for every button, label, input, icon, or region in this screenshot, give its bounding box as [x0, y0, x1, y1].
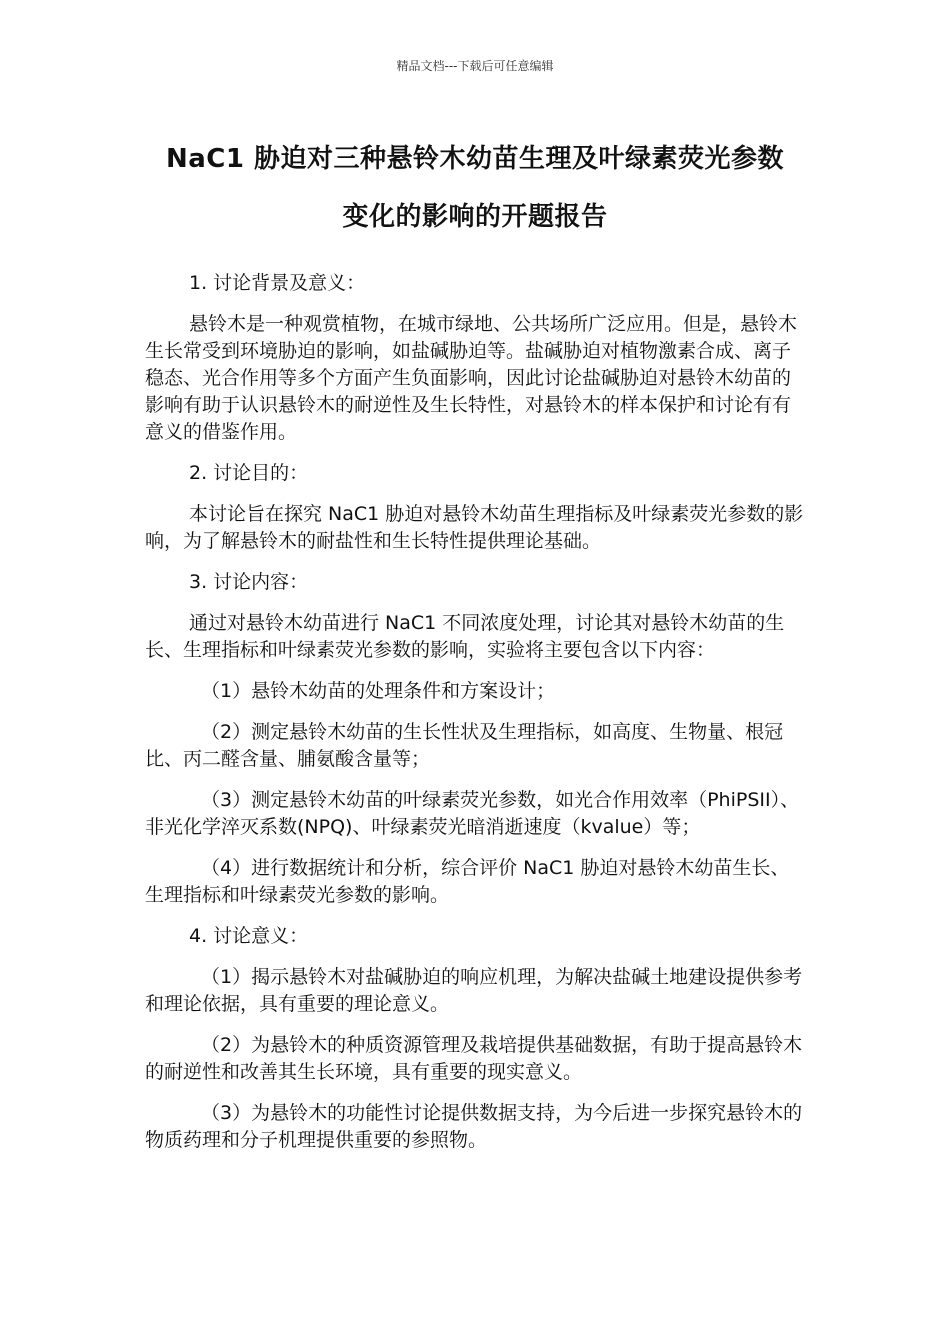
list-item: （2）为悬铃木的种质资源管理及栽培提供基础数据，有助于提高悬铃木的耐逆性和改善其生长环境，具有重要的现实意义。 [145, 1034, 803, 1083]
list-item: （1）揭示悬铃木对盐碱胁迫的响应机理，为解决盐碱土地建设提供参考和理论依据，具有重要的理论意义。 [145, 966, 803, 1015]
paragraph: 本讨论旨在探究 NaC1 胁迫对悬铃木幼苗生理指标及叶绿素荧光参数的影响，为了解悬铃木的耐盐性和生长特性提供理论基础。 [145, 503, 804, 552]
list-item: （3）为悬铃木的功能性讨论提供数据支持，为今后进一步探究悬铃木的物质药理和分子机理提供重要的参照物。 [145, 1102, 803, 1151]
title-line-2: 变化的影响的开题报告 [342, 202, 608, 232]
page-header: 精品文档---下载后可任意编辑 [396, 59, 554, 73]
title-line-1: NaC1 胁迫对三种悬铃木幼苗生理及叶绿素荧光参数 [165, 144, 785, 174]
list-item: （2）测定悬铃木幼苗的生长性状及生理指标，如高度、生物量、根冠比、丙二醛含量、脯氨酸含量等； [145, 721, 784, 770]
section-heading: 3. 讨论内容： [189, 571, 309, 593]
document-body [145, 270, 807, 1168]
section-heading: 2. 讨论目的： [189, 462, 309, 484]
section-heading: 1. 讨论背景及意义： [189, 272, 366, 294]
paragraph: 悬铃木是一种观赏植物，在城市绿地、公共场所广泛应用。但是，悬铃木生长常受到环境胁迫的影响，如盐碱胁迫等。盐碱胁迫对植物激素合成、离子稳态、光合作用等多个方面产生负面影响，因此讨论盐碱胁迫对悬铃木幼苗的影响有助于认识悬铃木的耐逆性及生长特性，对悬铃木的样本保护和讨论有有意义的借鉴作用。 [145, 313, 798, 443]
paragraph: 通过对悬铃木幼苗进行 NaC1 不同浓度处理，讨论其对悬铃木幼苗的生长、生理指标和叶绿素荧光参数的影响，实验将主要包含以下内容： [145, 612, 785, 661]
list-item: （3）测定悬铃木幼苗的叶绿素荧光参数，如光合作用效率（PhiPSII）、非光化学淬灭系数(NPQ)、叶绿素荧光暗消逝速度（kvalue）等； [145, 789, 800, 838]
section-heading: 4. 讨论意义： [189, 925, 309, 947]
list-item: （1）悬铃木幼苗的处理条件和方案设计； [201, 680, 556, 702]
list-item: （4）进行数据统计和分析，综合评价 NaC1 胁迫对悬铃木幼苗生长、生理指标和叶绿素荧光参数的影响。 [145, 857, 790, 906]
